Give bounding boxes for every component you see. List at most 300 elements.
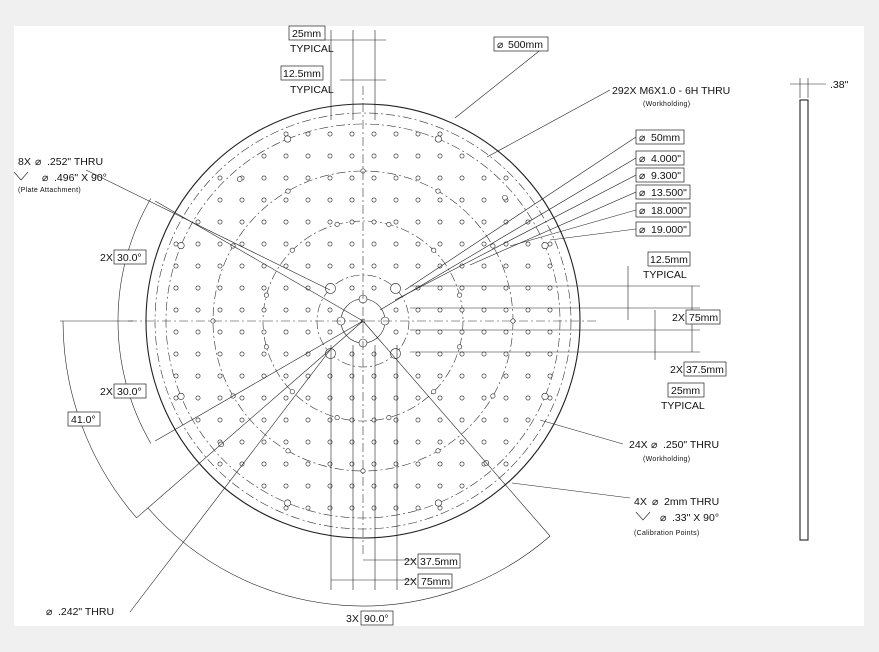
small-hole [286, 189, 290, 193]
angle-ray-bottom-right [363, 321, 550, 536]
tapped-hole [218, 242, 222, 246]
tapped-hole [372, 176, 376, 180]
center-hole-label: .242" THRU [58, 606, 115, 618]
tapped-hole [482, 440, 486, 444]
tapped-hole [372, 462, 376, 466]
tapped-hole [306, 132, 310, 136]
tapped-hole [504, 418, 508, 422]
tapped-hole [196, 286, 200, 290]
tapped-hole [460, 352, 464, 356]
tapped-hole [328, 242, 332, 246]
leader-line [470, 192, 636, 265]
tapped-hole [240, 220, 244, 224]
tapped-hole [416, 198, 420, 202]
tapped-hole [306, 440, 310, 444]
small-hole [387, 222, 391, 226]
tapped-hole [240, 418, 244, 422]
small-hole [436, 449, 440, 453]
tapped-hole [328, 176, 332, 180]
tapped-hole [372, 242, 376, 246]
tapped-hole [438, 176, 442, 180]
tapped-hole [504, 462, 508, 466]
tapped-hole [372, 484, 376, 488]
small-holes-note: (Workholding) [643, 456, 691, 463]
half-pitch-right-typical: TYPICAL [643, 269, 687, 281]
tapped-hole [460, 198, 464, 202]
bottom-2x-b-prefix: 2X [404, 576, 417, 588]
tapped-hole [438, 396, 442, 400]
tapped-hole [174, 330, 178, 334]
tapped-hole [262, 198, 266, 202]
tapped-hole [548, 264, 552, 268]
tapped-hole [306, 506, 310, 510]
tapped-hole [504, 264, 508, 268]
small-hole [491, 244, 495, 248]
tapped-hole [372, 286, 376, 290]
tapped-hole [548, 352, 552, 356]
left-angle-1-label: 30.0° [117, 252, 142, 264]
tapped-hole [526, 396, 530, 400]
tapped-hole [482, 418, 486, 422]
tapped-hole [372, 506, 376, 510]
tapped-hole [262, 462, 266, 466]
bottom-angle-prefix: 3X [346, 613, 359, 625]
tapped-hole [240, 440, 244, 444]
tapped-hole [284, 308, 288, 312]
tapped-hole [218, 308, 222, 312]
tapped-hole [394, 242, 398, 246]
overall-dia-label: 500mm [508, 39, 544, 51]
tapped-hole [196, 352, 200, 356]
tapped-hole [438, 308, 442, 312]
tapped-hole [460, 154, 464, 158]
tapped-hole [394, 418, 398, 422]
right-2x-a-prefix: 2X [672, 312, 685, 324]
right-2x-a-label: 75mm [689, 312, 719, 324]
tapped-hole [416, 374, 420, 378]
tapped-hole [504, 374, 508, 378]
leader-line [395, 175, 636, 300]
tapped-hole [460, 242, 464, 246]
tapped-hole [262, 308, 266, 312]
small-hole [491, 394, 495, 398]
tapped-hole [284, 154, 288, 158]
diameter-symbol: ⌀ [652, 496, 659, 508]
tapped-hole [350, 418, 354, 422]
diameter-symbol: ⌀ [35, 156, 42, 168]
tapped-hole [306, 418, 310, 422]
tapped-hole [460, 418, 464, 422]
tapped-hole [262, 418, 266, 422]
tapped-hole [460, 484, 464, 488]
tapped-hole [416, 330, 420, 334]
tapped-hole [526, 352, 530, 356]
tapped-hole [482, 242, 486, 246]
small-hole [286, 449, 290, 453]
bc-3-label: 13.500" [651, 187, 687, 199]
tapped-hole [416, 396, 420, 400]
tapped-hole [240, 198, 244, 202]
tapped-hole [438, 440, 442, 444]
tapped-hole [284, 396, 288, 400]
plate-attach-hole [178, 242, 184, 248]
tapped-hole [438, 242, 442, 246]
small-hole [290, 248, 294, 252]
tapped-hole [328, 198, 332, 202]
tapped-hole [284, 176, 288, 180]
half-pitch-top-typical: TYPICAL [290, 84, 334, 96]
tapped-hole [350, 484, 354, 488]
tapped-hole [240, 352, 244, 356]
tapped-hole [482, 374, 486, 378]
tapped-hole [416, 176, 420, 180]
half-pitch-top-label: 12.5mm [283, 68, 321, 80]
tapped-hole [350, 374, 354, 378]
left-angle-3-label: 41.0° [71, 414, 96, 426]
tapped-hole [196, 242, 200, 246]
tapped-hole [548, 330, 552, 334]
tapped-hole [438, 220, 442, 224]
tapped-hole [306, 220, 310, 224]
plate-attach-hole [435, 500, 441, 506]
half-pitch-right-label: 12.5mm [650, 254, 688, 266]
tapped-hole [306, 264, 310, 268]
tapped-hole [504, 440, 508, 444]
dowel-hole [391, 283, 401, 293]
tapped-hole [526, 286, 530, 290]
tapped-hole [350, 506, 354, 510]
tapped-hole [306, 198, 310, 202]
tapped-hole [394, 462, 398, 466]
tapped-hole [218, 176, 222, 180]
tapped-hole [416, 242, 420, 246]
tapped-hole [504, 176, 508, 180]
tapped-hole [240, 330, 244, 334]
tapped-hole [416, 484, 420, 488]
bc-5-label: 19.000" [651, 224, 687, 236]
tapped-hole [196, 220, 200, 224]
tapped-hole [438, 462, 442, 466]
small-hole [387, 415, 391, 419]
bolt-circle-callouts [636, 130, 690, 236]
tapped-hole [482, 264, 486, 268]
tapped-hole [284, 242, 288, 246]
pitch-top-label: 25mm [292, 28, 322, 40]
small-hole [432, 248, 436, 252]
tapped-hole [460, 462, 464, 466]
cal-thru: 2mm THRU [664, 496, 720, 508]
center-dia-label: 50mm [651, 132, 681, 144]
tapped-hole [350, 462, 354, 466]
tapped-hole [306, 396, 310, 400]
tapped-hole [350, 198, 354, 202]
tapped-hole [438, 374, 442, 378]
tapped-hole [372, 396, 376, 400]
tapped-hole [284, 374, 288, 378]
plate-attach-thru: .252" THRU [47, 156, 104, 168]
tapped-hole [240, 396, 244, 400]
bottom-2x-a-prefix: 2X [404, 556, 417, 568]
tapped-hole [372, 198, 376, 202]
tapped-hole [416, 264, 420, 268]
tapped-hole [262, 220, 266, 224]
tapped-hole [438, 506, 442, 510]
tapped-hole [504, 352, 508, 356]
tapped-hole [460, 440, 464, 444]
left-angle-2-label: 30.0° [117, 386, 142, 398]
tapped-hole [394, 484, 398, 488]
tapped-hole [262, 286, 266, 290]
angle-arc-4 [148, 508, 550, 606]
svg-text:⌀: ⌀ [639, 187, 646, 199]
tapped-hole [438, 418, 442, 422]
tapped-hole [526, 374, 530, 378]
tapped-hole [328, 506, 332, 510]
tapped-hole [372, 352, 376, 356]
tapped-hole [306, 330, 310, 334]
tapped-hole [416, 308, 420, 312]
tapped-hole [460, 286, 464, 290]
svg-text:⌀: ⌀ [639, 153, 646, 165]
tapped-hole [416, 132, 420, 136]
leader-line [487, 90, 610, 157]
calibration-hole [502, 195, 507, 200]
plate-attach-hole [542, 242, 548, 248]
tapped-hole [394, 264, 398, 268]
tapped-hole [482, 198, 486, 202]
tapped-hole [262, 352, 266, 356]
tapped-hole [372, 264, 376, 268]
tapped-hole [394, 440, 398, 444]
left-angle-2-prefix: 2X [100, 386, 113, 398]
tapped-hole [548, 242, 552, 246]
tapped-hole [218, 418, 222, 422]
small-hole [264, 293, 268, 297]
tapped-hole [196, 418, 200, 422]
tapped-hole [306, 374, 310, 378]
tapped-hole [262, 154, 266, 158]
tapped-hole [284, 286, 288, 290]
tapped-hole [218, 396, 222, 400]
calibration-hole [237, 177, 242, 182]
tapped-hole [328, 396, 332, 400]
tapped-hole [240, 242, 244, 246]
tapped-hole [438, 198, 442, 202]
tapped-hole [328, 484, 332, 488]
pitch-right-typical: TYPICAL [661, 400, 705, 412]
tapped-hole [218, 220, 222, 224]
tapped-hole [284, 418, 288, 422]
leader-line [510, 210, 636, 246]
tapped-hole [174, 242, 178, 246]
side-view-thickness [800, 100, 808, 540]
tapped-hole [284, 220, 288, 224]
tapped-hole [350, 352, 354, 356]
tapped-hole [350, 286, 354, 290]
tapped-hole [526, 242, 530, 246]
tapped-hole [240, 286, 244, 290]
tapped-hole [504, 330, 508, 334]
countersink-icon [636, 512, 650, 520]
tapped-hole [328, 418, 332, 422]
tapped-hole [218, 198, 222, 202]
tapped-hole [350, 396, 354, 400]
tapped-hole [218, 264, 222, 268]
tapped-hole [262, 396, 266, 400]
tapped-hole [306, 154, 310, 158]
tapped-hole [328, 462, 332, 466]
tapped-hole [526, 418, 530, 422]
tapped-hole [240, 264, 244, 268]
tapped-hole [438, 330, 442, 334]
tapped-hole [284, 506, 288, 510]
tapped-hole [526, 264, 530, 268]
tapped-hole [218, 462, 222, 466]
tapped-hole [306, 462, 310, 466]
small-holes-count: 24X [629, 439, 648, 451]
angle-ray-30-top [155, 201, 363, 321]
tapped-hole [196, 396, 200, 400]
small-hole [290, 390, 294, 394]
tapped-hole [394, 506, 398, 510]
tapped-hole [306, 308, 310, 312]
tapped-hole [350, 242, 354, 246]
bottom-2x-b-label: 75mm [421, 576, 451, 588]
tapped-hole [262, 484, 266, 488]
tapped-hole [328, 440, 332, 444]
tapped-hole [174, 352, 178, 356]
tapped-hole [240, 374, 244, 378]
cal-count: 4X [634, 496, 647, 508]
svg-text:⌀: ⌀ [639, 132, 646, 144]
tapped-hole [394, 132, 398, 136]
small-hole [436, 189, 440, 193]
tapped-hole [262, 242, 266, 246]
tapped-hole [504, 308, 508, 312]
tapped-hole [262, 176, 266, 180]
tapped-hole [350, 132, 354, 136]
tapped-hole [438, 352, 442, 356]
thickness-label: .38" [830, 79, 849, 91]
tapped-hole [416, 440, 420, 444]
tapped-hole [438, 132, 442, 136]
tapped-hole [240, 308, 244, 312]
tapped-hole [438, 484, 442, 488]
dowel-hole [391, 349, 401, 359]
tapped-hole [526, 330, 530, 334]
tapped-hole [548, 308, 552, 312]
tapped-hole [394, 198, 398, 202]
tapped-hole [416, 506, 420, 510]
plate-attach-note: (Plate Attachment) [18, 187, 81, 194]
tapped-hole [548, 374, 552, 378]
tapped-hole [328, 330, 332, 334]
right-2x-b-label: 37.5mm [686, 364, 724, 376]
plate-attach-hole [178, 393, 184, 399]
tapped-hole [460, 396, 464, 400]
small-hole [457, 345, 461, 349]
tapped-hole [262, 330, 266, 334]
plate-attach-hole [284, 136, 290, 142]
diameter-symbol: ⌀ [660, 512, 667, 524]
tapped-hole [460, 330, 464, 334]
svg-text:⌀: ⌀ [639, 205, 646, 217]
tapped-hole [328, 154, 332, 158]
tapped-hole [504, 396, 508, 400]
tapped-hole [174, 308, 178, 312]
plate-attach-hole [542, 393, 548, 399]
diameter-symbol: ⌀ [497, 39, 504, 51]
tapped-hole [328, 220, 332, 224]
tapped-hole [306, 242, 310, 246]
plate-attach-csk: .496" X 90° [54, 172, 107, 184]
small-hole [264, 345, 268, 349]
tapped-hole [416, 352, 420, 356]
tapped-hole [482, 330, 486, 334]
tapped-hole [438, 286, 442, 290]
tapped-hole [196, 308, 200, 312]
tapped-hole [460, 176, 464, 180]
tapped-hole [372, 154, 376, 158]
tapped-hole [372, 374, 376, 378]
tapped-hole [328, 132, 332, 136]
cal-csk: .33" X 90° [672, 512, 720, 524]
small-hole [335, 222, 339, 226]
leader-line [512, 483, 630, 498]
tapped-hole [372, 418, 376, 422]
diameter-symbol: ⌀ [651, 439, 658, 451]
dimension-lines [60, 30, 700, 612]
small-hole [335, 415, 339, 419]
tapped-hole [350, 264, 354, 268]
tapped-hole [284, 132, 288, 136]
tapped-hole [196, 374, 200, 378]
svg-text:⌀: ⌀ [639, 224, 646, 236]
tapped-hole [284, 352, 288, 356]
tapped-hole [174, 264, 178, 268]
tapped-hole [306, 484, 310, 488]
tapped-hole [394, 308, 398, 312]
tapped-hole [174, 286, 178, 290]
tapped-hole [284, 440, 288, 444]
tapped-hole [394, 330, 398, 334]
tapped-hole [196, 264, 200, 268]
tapped-hole [438, 154, 442, 158]
tapped-hole [482, 286, 486, 290]
angle-arc-2 [118, 321, 151, 444]
tapped-hole [328, 264, 332, 268]
tapped-hole [306, 176, 310, 180]
tapped-hole [174, 374, 178, 378]
leader-line [540, 420, 623, 444]
tapped-hole [350, 154, 354, 158]
tapped-hole [460, 374, 464, 378]
leader-line [130, 350, 330, 612]
tapped-hole [416, 154, 420, 158]
tapped-hole [174, 396, 178, 400]
tapped-hole [284, 462, 288, 466]
tapped-hole [284, 198, 288, 202]
tapped-hole [372, 220, 376, 224]
tapped-hole [284, 484, 288, 488]
small-hole [457, 293, 461, 297]
tapped-holes-note: (Workholding) [643, 101, 691, 108]
tapped-hole [218, 286, 222, 290]
leader-line [405, 137, 636, 290]
right-2x-b-prefix: 2X [670, 364, 683, 376]
tapped-holes-label: 292X M6X1.0 - 6H THRU [612, 85, 731, 97]
tapped-hole [460, 220, 464, 224]
